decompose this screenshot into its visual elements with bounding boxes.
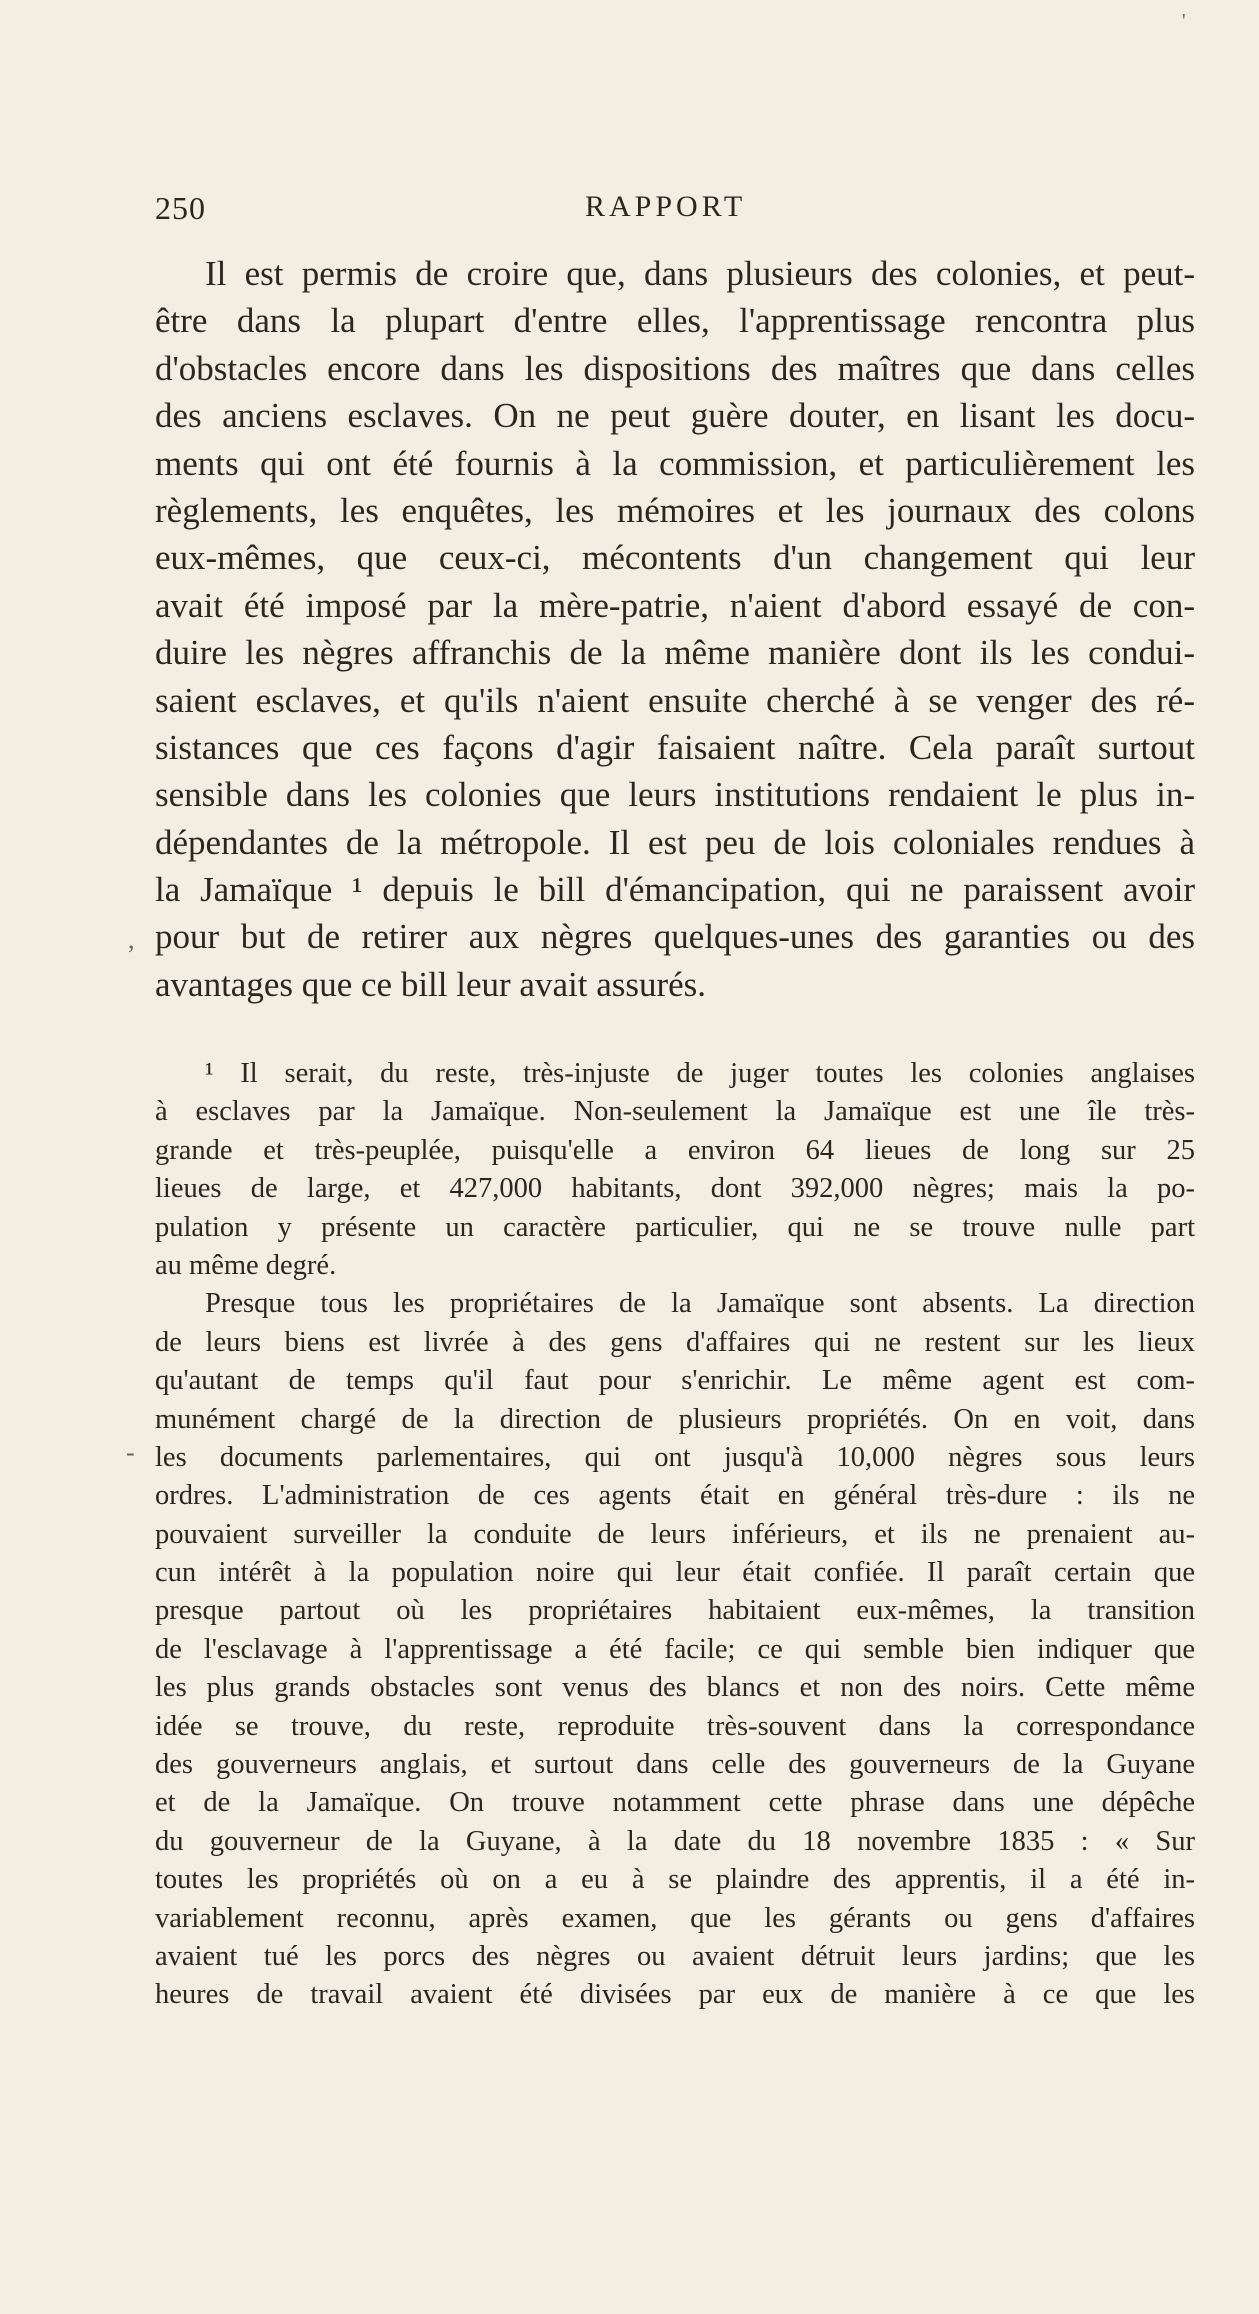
- footnote-line: toutes les propriétés où on a eu à se plaindre des apprentis, il a été in-: [155, 1864, 1195, 1896]
- text-line: dépendantes de la métropole. Il est peu de lois coloniales rendues à: [155, 822, 1195, 862]
- text-line: eux-mêmes, que ceux-ci, mécontents d'un changement qui leur: [155, 538, 1195, 578]
- page-header: [155, 190, 755, 234]
- footnote-line: grande et très-peuplée, puisqu'elle a environ 64 lieues de long sur 25: [155, 1134, 1195, 1166]
- footnote-line: à esclaves par la Jamaïque. Non-seulement la Jamaïque est une île très-: [155, 1096, 1195, 1128]
- text-line: sensible dans les colonies que leurs institutions rendaient le plus in-: [155, 775, 1195, 815]
- footnote-line: de leurs biens est livrée à des gens d'affaires qui ne restent sur les lieux: [155, 1326, 1195, 1358]
- footnote-line: cun intérêt à la population noire qui leur était confiée. Il paraît certain que: [155, 1557, 1195, 1589]
- footnote-line: munément chargé de la direction de plusieurs propriétés. On en voit, dans: [155, 1403, 1195, 1435]
- footnote-line: pouvaient surveiller la conduite de leurs inférieurs, et ils ne prenaient au-: [155, 1518, 1195, 1550]
- text-line: la Jamaïque ¹ depuis le bill d'émancipation, qui ne paraissent avoir: [155, 870, 1195, 910]
- footnote-line: presque partout où les propriétaires habitaient eux-mêmes, la transition: [155, 1595, 1195, 1627]
- text-line: des anciens esclaves. On ne peut guère douter, en lisant les docu-: [155, 396, 1195, 436]
- footnote-line: ¹ Il serait, du reste, très-injuste de juger toutes les colonies anglaises: [205, 1058, 1195, 1089]
- text-line: avantages que ce bill leur avait assurés.: [155, 964, 707, 1004]
- footnote-line: qu'autant de temps qu'il faut pour s'enrichir. Le même agent est com-: [155, 1365, 1195, 1397]
- text-line: ments qui ont été fournis à la commission, et particulièrement les: [155, 443, 1195, 483]
- footnote-line: pulation y présente un caractère particulier, qui ne se trouve nulle part: [155, 1211, 1195, 1243]
- footnote-line: avaient tué les porcs des nègres ou avaient détruit leurs jardins; que les: [155, 1940, 1195, 1972]
- footnote-line: au même degré.: [155, 1249, 337, 1281]
- footnote-line: heures de travail avaient été divisées par eux de manière à ce que les: [155, 1979, 1195, 2011]
- text-line: avait été imposé par la mère-patrie, n'aient d'abord essayé de con-: [155, 585, 1195, 625]
- footnote-line: les documents parlementaires, qui ont jusqu'à 10,000 nègres sous leurs: [155, 1441, 1195, 1473]
- text-line: sistances que ces façons d'agir faisaient naître. Cela paraît surtout: [155, 727, 1195, 767]
- footnote-line: ordres. L'administration de ces agents était en général très-dure : ils ne: [155, 1480, 1195, 1512]
- margin-dash: -: [126, 1438, 135, 1467]
- footnote-line: du gouverneur de la Guyane, à la date du 18 novembre 1835 : « Sur: [155, 1825, 1195, 1857]
- footnote-line: les plus grands obstacles sont venus des blancs et non des noirs. Cette même: [155, 1672, 1195, 1704]
- footnote-line: lieues de large, et 427,000 habitants, dont 392,000 nègres; mais la po-: [155, 1173, 1195, 1205]
- main-paragraph: [155, 250, 1195, 1008]
- text-line: saient esclaves, et qu'ils n'aient ensuite cherché à se venger des ré-: [155, 680, 1195, 720]
- footnote-line: variablement reconnu, après examen, que les gérants ou gens d'affaires: [155, 1902, 1195, 1934]
- footnote-line: Presque tous les propriétaires de la Jamaïque sont absents. La direction: [205, 1288, 1195, 1320]
- footnote-line: de l'esclavage à l'apprentissage a été facile; ce qui semble bien indiquer que: [155, 1633, 1195, 1665]
- text-line: être dans la plupart d'entre elles, l'apprentissage rencontra plus: [155, 301, 1195, 341]
- text-line: Il est permis de croire que, dans plusieurs des colonies, et peut-: [205, 254, 1195, 293]
- footnote-line: idée se trouve, du reste, reproduite très-souvent dans la correspondance: [155, 1710, 1195, 1742]
- footnote: [155, 1055, 1195, 2015]
- page-number: 250: [155, 190, 206, 226]
- text-line: duire les nègres affranchis de la même manière dont ils les condui-: [155, 633, 1195, 673]
- text-line: d'obstacles encore dans les dispositions des maîtres que dans celles: [155, 348, 1195, 388]
- footnote-line: des gouverneurs anglais, et surtout dans celle des gouverneurs de la Guyane: [155, 1749, 1195, 1781]
- text-line: règlements, les enquêtes, les mémoires et les journaux des colons: [155, 490, 1195, 530]
- corner-speck: ': [1182, 10, 1186, 32]
- text-line: pour but de retirer aux nègres quelques-unes des garanties ou des: [155, 917, 1195, 957]
- running-title: RAPPORT: [585, 190, 747, 223]
- margin-dot: ,: [128, 925, 135, 954]
- footnote-line: et de la Jamaïque. On trouve notamment cette phrase dans une dépêche: [155, 1787, 1195, 1819]
